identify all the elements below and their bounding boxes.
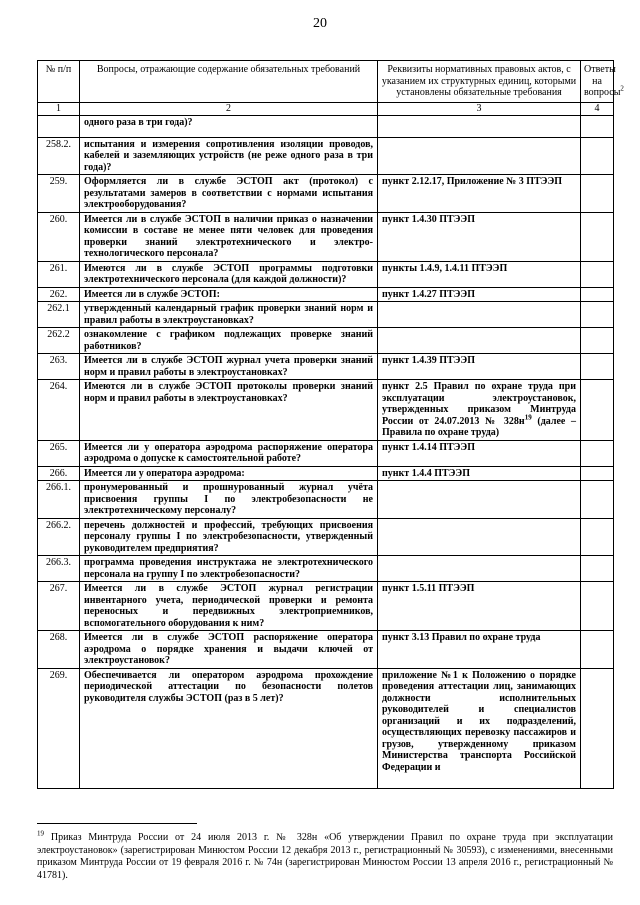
row-answer [581,175,614,213]
row-number: 266. [38,466,80,481]
row-question: Имеется ли у оператора аэродрома распоряжение оператора аэродрома о допуске к самостоятельной работе? [80,440,378,466]
table-row [38,287,614,302]
row-legal-ref: пункт 2.12.17, Приложение № 3 ПТЭЭП [378,175,581,213]
row-answer [581,440,614,466]
row-legal-ref: пункт 1.4.30 ПТЭЭП [378,212,581,261]
row-legal-ref [378,115,581,137]
row-legal-ref: пункты 1.4.9, 1.4.11 ПТЭЭП [378,261,581,287]
row-number: 267. [38,582,80,631]
row-answer [581,668,614,788]
row-question: испытания и измерения сопротивления изоляции проводов, кабелей и заземляющих устройств (не реже одного раза в три года)? [80,137,378,175]
footnote-number: 19 [37,829,44,838]
row-answer [581,466,614,481]
column-index-row [38,102,614,115]
row-question: пронумерованный и прошнурованный журнал учёта присвоения группы I по электробезопасности не электротехническому персоналу? [80,481,378,519]
row-legal-ref: пункт 1.4.39 ПТЭЭП [378,354,581,380]
table-row [38,481,614,519]
table-row [38,175,614,213]
header-legal-acts: Реквизиты нормативных правовых актов, с указанием их структурных единиц, которыми установлены обязательные требования [378,61,581,103]
row-question: Имеется ли в службе ЭСТОП журнал учета проверки знаний норм и правил работы в электроустановках? [80,354,378,380]
row-answer [581,354,614,380]
row-question: программа проведения инструктажа не электротехнического персонала на группу I по электробезопасности? [80,556,378,582]
row-question: Имеется ли в службе ЭСТОП в наличии приказ о назначении комиссии в составе не менее пяти человек для проведения проверки знаний электротехнического и электро-технологического персонала? [80,212,378,261]
row-answer [581,261,614,287]
row-legal-ref: пункт 3.13 Правил по охране труда [378,631,581,669]
row-answer [581,115,614,137]
table-row [38,582,614,631]
row-answer [581,328,614,354]
row-legal-ref: приложение №1 к Положению о порядке проведения аттестации лиц, занимающих должности исполнительных руководителей и специалистов организаций и их подразделений, осуществляющих перевозку пассажиров и грузов, утвержденному приказом Министерства транспорта Российской Федерации и [378,668,581,788]
table-row [38,466,614,481]
row-legal-ref [378,380,581,441]
header-answers-footnote: 2 [620,84,624,93]
row-number: 262. [38,287,80,302]
footnote-text: Приказ Минтруда России от 24 июля 2013 г. № 328н «Об утверждении Правил по охране труда при эксплуатации электроустановок» (зарегистрирован Минюстом России 12 декабря 2013 г., регистрационный № 30593), с изменениями, внесенными приказом Минтруда России от 19 февраля 2016 г. № 74н (зарегистрирован Минюстом России 13 апреля 2016 г., регистрационный № 41781). [37,832,613,881]
header-answers-text: Ответы на вопросы [584,64,621,98]
requirements-table [37,60,624,789]
row-number: 266.3. [38,556,80,582]
row-number: 260. [38,212,80,261]
table-row [38,380,614,441]
row-number: 266.2. [38,518,80,556]
header-number: № п/п [38,61,80,103]
row-number: 266.1. [38,481,80,519]
table-row [38,518,614,556]
row-question: одного раза в три года)? [80,115,378,137]
row-answer [581,556,614,582]
table-row [38,631,614,669]
row-question: Имеется ли у оператора аэродрома: [80,466,378,481]
row-number: 269. [38,668,80,788]
table-row [38,668,614,788]
row-legal-ref: пункт 1.4.14 ПТЭЭП [378,440,581,466]
table-row [38,556,614,582]
row-question: Оформляется ли в службе ЭСТОП акт (протокол) с результатами замеров в соответствии с нормами испытания электрооборудования? [80,175,378,213]
table-row [38,212,614,261]
page-number: 20 [313,16,327,31]
row-answer [581,137,614,175]
row-number: 268. [38,631,80,669]
row-legal-ref [378,481,581,519]
row-number: 259. [38,175,80,213]
row-question: Имеется ли в службе ЭСТОП распоряжение оператора аэродрома о порядке хранения и выдачи ключей от электроустановок? [80,631,378,669]
row-number: 262.2 [38,328,80,354]
row-number: 261. [38,261,80,287]
row-question: Имеется ли в службе ЭСТОП журнал регистрации инвентарного учета, периодической проверки и ремонта переносных и передвижных электроприемников, вспомогательного оборудования к ним? [80,582,378,631]
footnote [37,829,613,882]
row-legal-ref: пункт 1.5.11 ПТЭЭП [378,582,581,631]
footnote-marker: 19 [524,413,532,422]
row-number: 262.1 [38,302,80,328]
column-index: 2 [80,102,378,115]
row-legal-ref [378,518,581,556]
row-legal-ref-tail: (далее – Правила по охране труда) [382,415,577,438]
row-answer [581,380,614,441]
table-row [38,115,614,137]
row-answer [581,582,614,631]
row-question: перечень должностей и профессий, требующих присвоения персоналу группы I по электробезопасности, утвержденный руководителем предприятия? [80,518,378,556]
row-answer [581,302,614,328]
table-row [38,261,614,287]
column-index: 4 [581,102,614,115]
table-header-row [38,61,614,103]
header-questions: Вопросы, отражающие содержание обязательных требований [80,61,378,103]
row-legal-ref [378,302,581,328]
row-legal-ref [378,556,581,582]
row-answer [581,631,614,669]
column-index: 3 [378,102,581,115]
row-legal-ref [378,328,581,354]
row-legal-ref [378,137,581,175]
table-row [38,354,614,380]
header-answers [581,61,624,103]
row-answer [581,212,614,261]
row-number [38,115,80,137]
table-row [38,328,614,354]
row-question: ознакомление с графиком подлежащих проверке знаний работников? [80,328,378,354]
column-index: 1 [38,102,80,115]
row-question: Имеются ли в службе ЭСТОП протоколы проверки знаний норм и правил работы в электроустановках? [80,380,378,441]
row-question: Имеется ли в службе ЭСТОП: [80,287,378,302]
footnote-separator [37,823,197,824]
row-number: 263. [38,354,80,380]
row-legal-ref: пункт 1.4.27 ПТЭЭП [378,287,581,302]
table-row [38,302,614,328]
row-question: Имеются ли в службе ЭСТОП программы подготовки электротехнического персонала (для каждой должности)? [80,261,378,287]
row-answer [581,518,614,556]
row-answer [581,481,614,519]
row-question: утвержденный календарный график проверки знаний норм и правил работы в электроустановках? [80,302,378,328]
row-number: 258.2. [38,137,80,175]
row-number: 265. [38,440,80,466]
row-number: 264. [38,380,80,441]
table-row [38,440,614,466]
row-question: Обеспечивается ли оператором аэродрома прохождение периодической аттестации по безопасности полетов руководителя службы ЭСТОП (раз в 5 лет)? [80,668,378,788]
row-answer [581,287,614,302]
row-legal-ref: пункт 1.4.4 ПТЭЭП [378,466,581,481]
row-legal-ref-text: пункт 2.5 Правил по охране труда при эксплуатации электроустановок, утвержденных приказом Минтруда России от 24.07.2013 № 328н [382,381,576,427]
table-row [38,137,614,175]
